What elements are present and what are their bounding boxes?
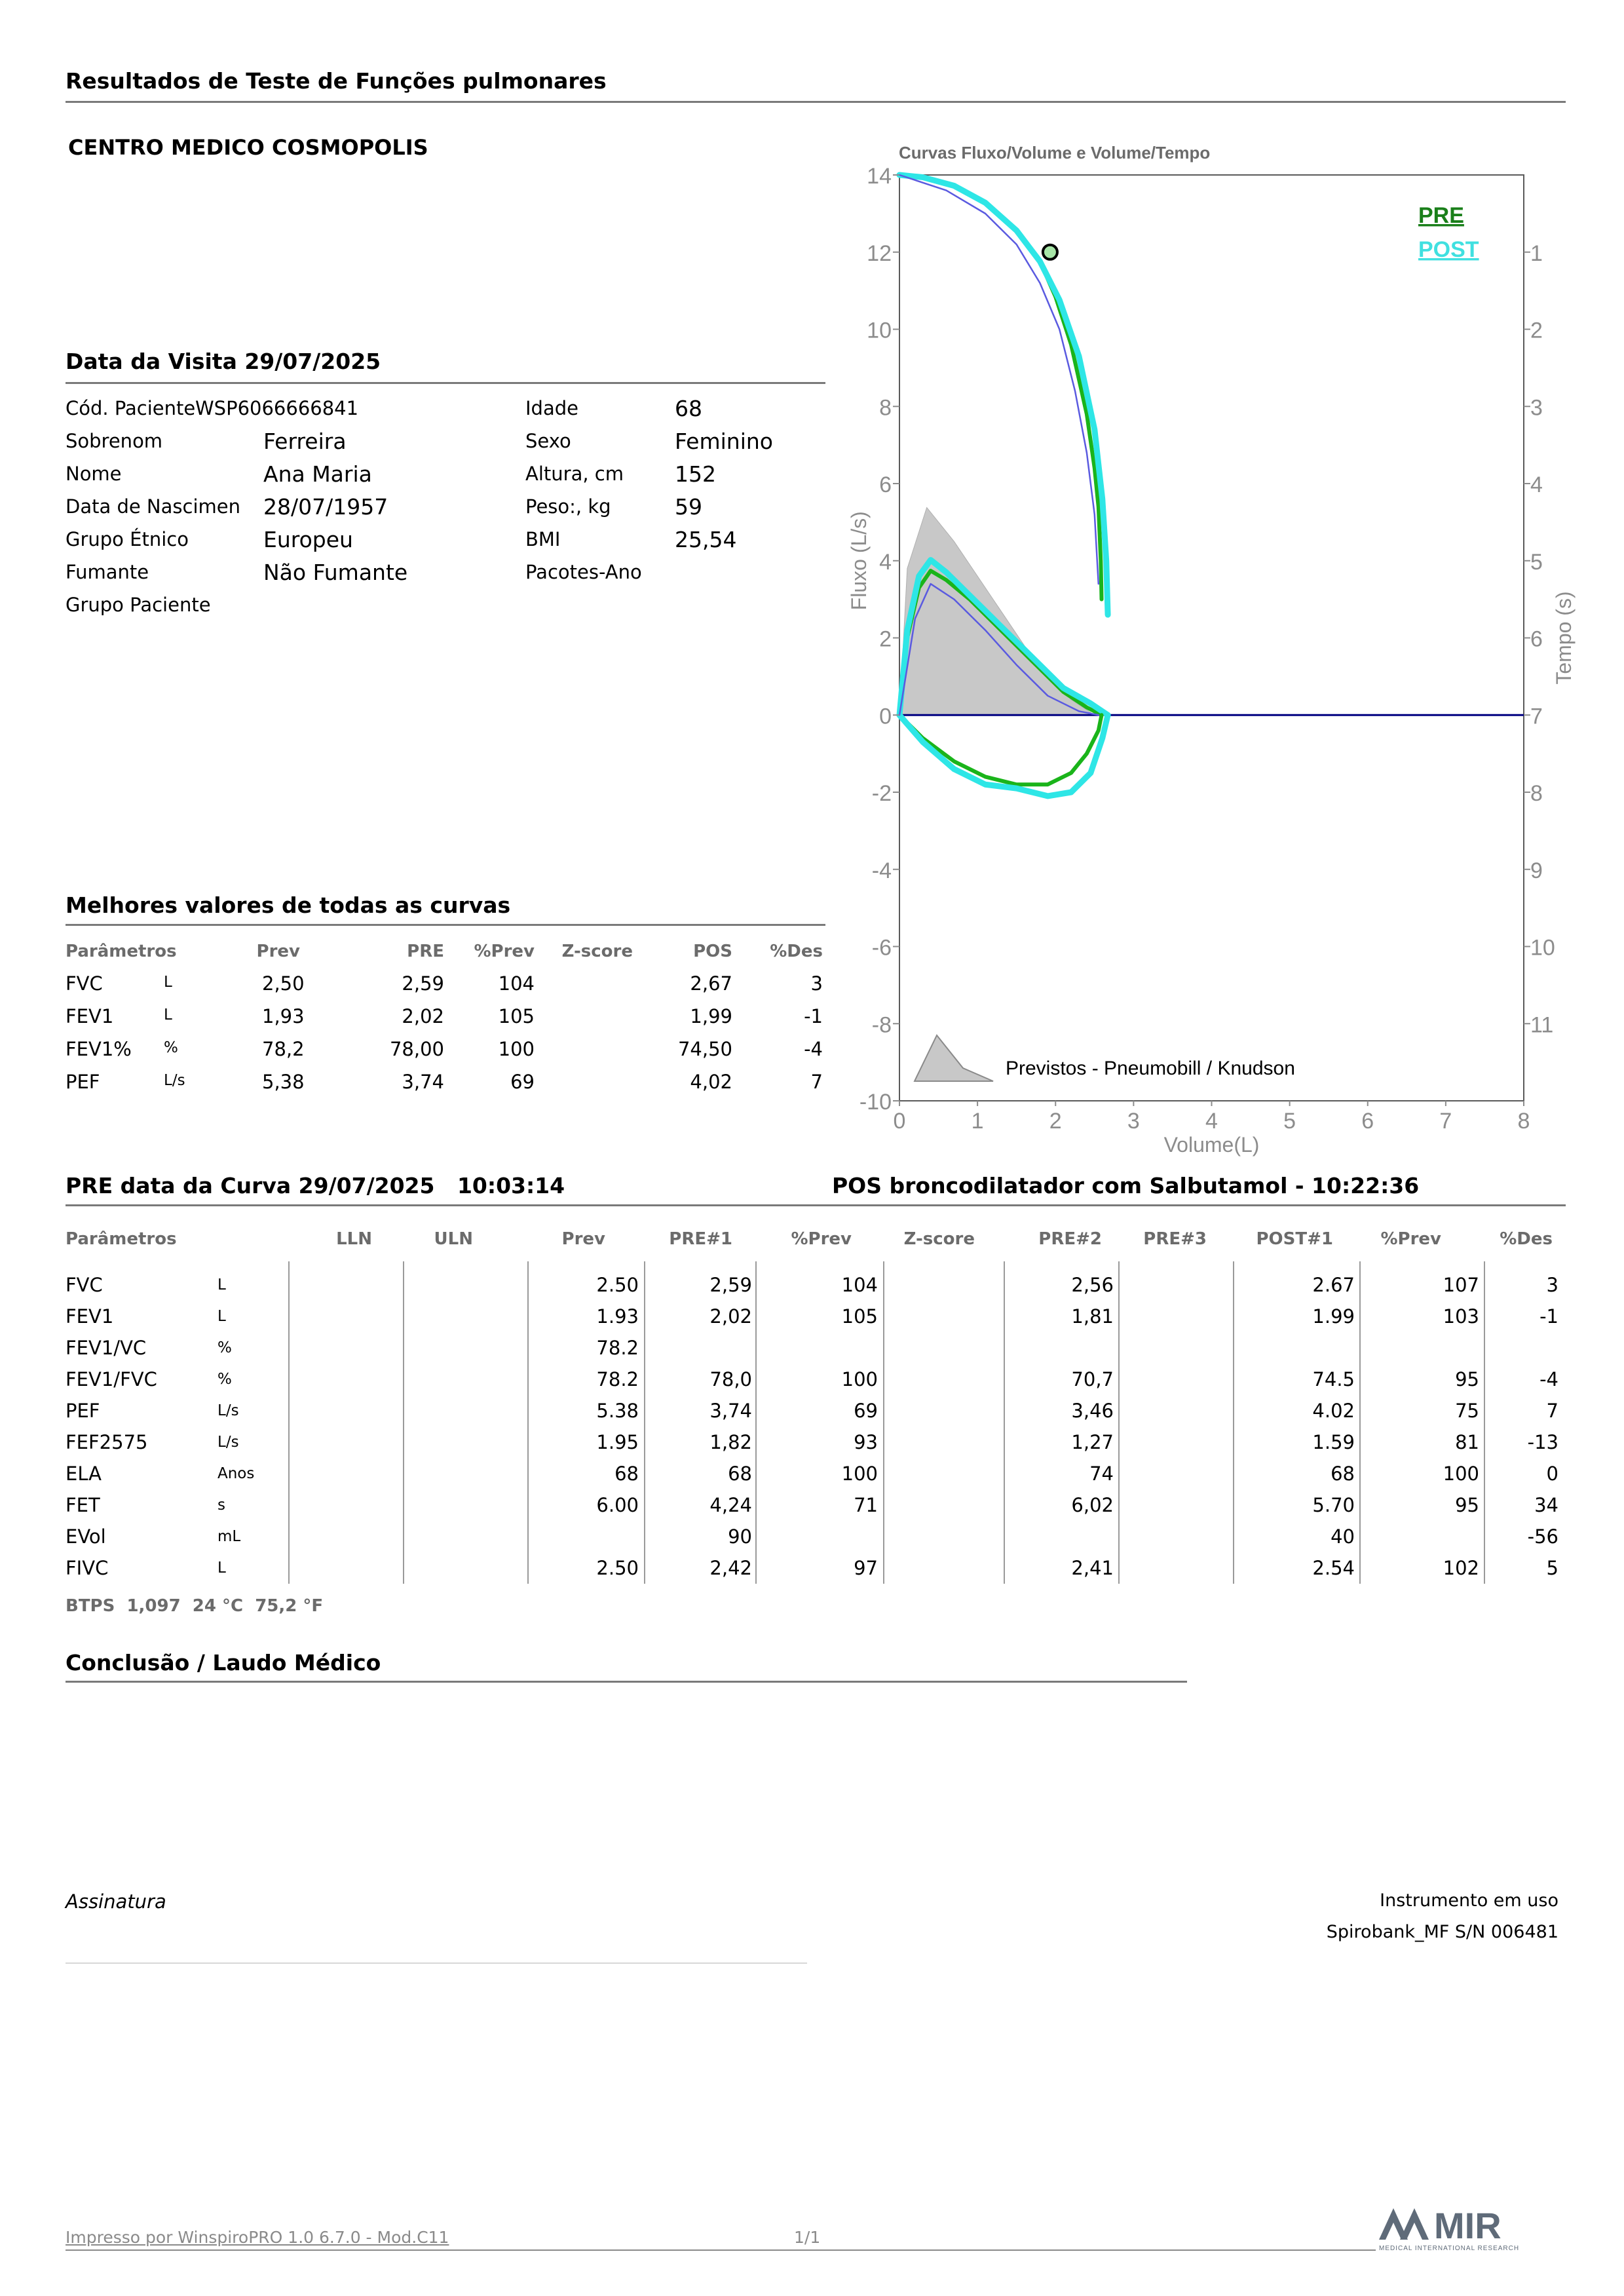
param-unit: L bbox=[217, 1276, 226, 1293]
percent-prev-value: 100 bbox=[841, 1368, 878, 1390]
column-header: %Des bbox=[770, 942, 823, 961]
y2-tick-label: 6 bbox=[1530, 626, 1543, 652]
pos-value: 2,67 bbox=[690, 972, 732, 995]
pre-value: 2,02 bbox=[402, 1005, 444, 1027]
column-header: %Prev bbox=[791, 1229, 852, 1249]
param-name: FEF2575 bbox=[66, 1431, 148, 1453]
pre1-value: 2,02 bbox=[709, 1305, 752, 1328]
prev-value: 6.00 bbox=[596, 1494, 639, 1516]
prev-value: 1.95 bbox=[596, 1431, 639, 1453]
column-header: %Prev bbox=[1380, 1229, 1441, 1249]
param-name: FEV1% bbox=[66, 1038, 132, 1060]
post-percent-prev-value: 95 bbox=[1455, 1368, 1479, 1390]
percent-des-value: 7 bbox=[1546, 1400, 1558, 1422]
post1-value: 5.70 bbox=[1312, 1494, 1355, 1516]
x-tick-label: 3 bbox=[1127, 1109, 1140, 1134]
y-tick-label: -6 bbox=[871, 935, 892, 961]
pre-curve-heading: PRE data da Curva 29/07/2025 10:03:14 bbox=[66, 1173, 565, 1198]
best-values-heading: Melhores valores de todas as curvas bbox=[66, 892, 511, 918]
field-label: Altura, cm bbox=[525, 463, 624, 485]
param-unit: % bbox=[217, 1371, 232, 1388]
signature-line bbox=[66, 1962, 807, 1964]
chart-title: Curvas Fluxo/Volume e Volume/Tempo bbox=[899, 143, 1211, 163]
post-percent-prev-value: 102 bbox=[1443, 1557, 1479, 1579]
pre-value: 2,59 bbox=[402, 972, 444, 995]
brand-tagline: MEDICAL INTERNATIONAL RESEARCH bbox=[1379, 2245, 1520, 2252]
header-divider bbox=[66, 101, 1566, 103]
pos-value: 1,99 bbox=[690, 1005, 732, 1027]
field-value: 25,54 bbox=[675, 527, 737, 552]
column-header: PRE#3 bbox=[1143, 1229, 1207, 1249]
y2-tick-label: 2 bbox=[1530, 318, 1543, 343]
param-unit: mL bbox=[217, 1528, 241, 1545]
param-unit: L bbox=[217, 1559, 226, 1577]
column-separator bbox=[1484, 1261, 1485, 1584]
percent-prev-value: 105 bbox=[841, 1305, 878, 1328]
pre2-value: 2,41 bbox=[1071, 1557, 1114, 1579]
pre1-value: 1,82 bbox=[709, 1431, 752, 1453]
pre1-value: 4,24 bbox=[709, 1494, 752, 1516]
pre2-value: 1,27 bbox=[1071, 1431, 1114, 1453]
post-percent-prev-value: 100 bbox=[1443, 1463, 1479, 1485]
param-unit: L bbox=[164, 974, 172, 991]
field-label: Grupo Paciente bbox=[66, 594, 211, 616]
mir-logo bbox=[1379, 2202, 1562, 2254]
param-unit: Anos bbox=[217, 1465, 255, 1482]
legend-entry: POST bbox=[1418, 237, 1479, 262]
pre1-value: 3,74 bbox=[709, 1400, 752, 1422]
param-unit: L bbox=[217, 1308, 226, 1325]
post-percent-prev-value: 81 bbox=[1455, 1431, 1479, 1453]
post1-value: 1.99 bbox=[1312, 1305, 1355, 1328]
post-curve-heading: POS broncodilatador com Salbutamol - 10:22:36 bbox=[832, 1173, 1420, 1198]
percent-des-value: 34 bbox=[1534, 1494, 1558, 1516]
field-value: Feminino bbox=[675, 429, 773, 454]
column-header: %Prev bbox=[474, 942, 535, 961]
y-tick-label: 14 bbox=[867, 164, 892, 189]
y2-tick-label: 7 bbox=[1530, 704, 1543, 729]
percent-prev-value: 93 bbox=[854, 1431, 878, 1453]
column-header: PRE#1 bbox=[669, 1229, 732, 1249]
field-value: 28/07/1957 bbox=[263, 494, 388, 520]
x-tick-label: 5 bbox=[1283, 1109, 1296, 1134]
visit-heading: Data da Visita 29/07/2025 bbox=[66, 349, 381, 374]
y-tick-label: -10 bbox=[859, 1090, 892, 1115]
y2-tick-label: 11 bbox=[1530, 1012, 1554, 1038]
field-label: Sobrenom bbox=[66, 430, 163, 452]
column-separator bbox=[644, 1261, 645, 1584]
prev-value: 68 bbox=[614, 1463, 639, 1485]
column-header: Prev bbox=[561, 1229, 605, 1249]
pre1-value: 90 bbox=[728, 1525, 752, 1548]
column-header: ULN bbox=[434, 1229, 473, 1249]
percent-des-value: 5 bbox=[1546, 1557, 1558, 1579]
field-value: 59 bbox=[675, 494, 702, 520]
x-tick-label: 0 bbox=[893, 1109, 906, 1134]
flow-volume-chart bbox=[845, 131, 1579, 1179]
curve-divider bbox=[66, 1204, 1566, 1206]
field-label: BMI bbox=[525, 528, 561, 550]
column-separator bbox=[755, 1261, 757, 1584]
percent-des-value: -13 bbox=[1527, 1431, 1558, 1453]
post-percent-prev-value: 107 bbox=[1443, 1274, 1479, 1296]
percent-des-value: 7 bbox=[810, 1071, 823, 1093]
x-tick-label: 4 bbox=[1205, 1109, 1218, 1134]
post1-value: 68 bbox=[1331, 1463, 1355, 1485]
percent-prev-value: 100 bbox=[498, 1038, 535, 1060]
predicted-legend-label: Previstos - Pneumobill / Knudson bbox=[1006, 1058, 1295, 1079]
pre2-value: 2,56 bbox=[1071, 1274, 1114, 1296]
param-unit: L/s bbox=[217, 1434, 239, 1451]
y2-tick-label: 10 bbox=[1530, 935, 1555, 961]
column-separator bbox=[1233, 1261, 1234, 1584]
instrument-label: Instrumento em uso bbox=[1380, 1890, 1558, 1911]
percent-des-value: -56 bbox=[1527, 1525, 1558, 1548]
y2-tick-label: 1 bbox=[1530, 240, 1543, 266]
percent-des-value: -1 bbox=[1539, 1305, 1558, 1328]
predicted-legend-icon bbox=[915, 1035, 993, 1081]
percent-des-value: 0 bbox=[1546, 1463, 1558, 1485]
field-value: Não Fumante bbox=[263, 560, 408, 585]
param-name: FVC bbox=[66, 972, 103, 995]
param-name: FIVC bbox=[66, 1557, 109, 1579]
pre2-value: 1,81 bbox=[1071, 1305, 1114, 1328]
brand-name: MIR bbox=[1434, 2205, 1501, 2246]
percent-prev-value: 69 bbox=[854, 1400, 878, 1422]
post1-value: 2.67 bbox=[1312, 1274, 1355, 1296]
field-value: Ana Maria bbox=[263, 461, 372, 487]
patient-code-label: Cód. Paciente bbox=[66, 397, 196, 419]
column-header: Parâmetros bbox=[66, 942, 177, 961]
y-tick-label: -4 bbox=[871, 858, 892, 883]
post-flow-volume-curve bbox=[899, 715, 1108, 796]
pre1-value: 68 bbox=[728, 1463, 752, 1485]
param-name: FVC bbox=[66, 1274, 103, 1296]
x-axis-label: Volume(L) bbox=[1163, 1133, 1260, 1157]
best-values-divider bbox=[66, 924, 825, 926]
field-value: 152 bbox=[675, 461, 716, 487]
x-tick-label: 1 bbox=[971, 1109, 984, 1134]
pre2-value: 6,02 bbox=[1071, 1494, 1114, 1516]
clinic-name: CENTRO MEDICO COSMOPOLIS bbox=[68, 135, 428, 160]
fev1-marker bbox=[1043, 245, 1057, 259]
pre2-value: 70,7 bbox=[1071, 1368, 1114, 1390]
btps-readout: BTPS 1,097 24 °C 75,2 °F bbox=[66, 1596, 324, 1616]
mir-logo-icon bbox=[1379, 2202, 1562, 2254]
post1-value: 40 bbox=[1331, 1525, 1355, 1548]
prev-value: 1,93 bbox=[262, 1005, 305, 1027]
post1-value: 4.02 bbox=[1312, 1400, 1355, 1422]
pre1-value: 2,42 bbox=[709, 1557, 752, 1579]
column-header: PRE#2 bbox=[1038, 1229, 1102, 1249]
percent-prev-value: 100 bbox=[841, 1463, 878, 1485]
param-name: ELA bbox=[66, 1463, 102, 1485]
pos-value: 4,02 bbox=[690, 1071, 732, 1093]
pre2-value: 74 bbox=[1089, 1463, 1114, 1485]
column-header: Z-score bbox=[903, 1229, 975, 1249]
field-label: Peso:, kg bbox=[525, 495, 611, 518]
y-tick-label: 4 bbox=[879, 549, 892, 575]
field-label: Data de Nascimen bbox=[66, 495, 240, 518]
signature-label: Assinatura bbox=[66, 1890, 166, 1913]
y2-tick-label: 9 bbox=[1530, 858, 1543, 883]
prev-value: 1.93 bbox=[596, 1305, 639, 1328]
prev-value: 78,2 bbox=[262, 1038, 305, 1060]
x-tick-label: 8 bbox=[1517, 1109, 1530, 1134]
predicted-area bbox=[899, 508, 1095, 716]
column-separator bbox=[403, 1261, 404, 1584]
field-label: Idade bbox=[525, 397, 578, 419]
x-tick-label: 2 bbox=[1049, 1109, 1062, 1134]
percent-des-value: -4 bbox=[1539, 1368, 1558, 1390]
param-unit: % bbox=[217, 1339, 232, 1356]
legend-entry: PRE bbox=[1418, 203, 1464, 228]
param-unit: s bbox=[217, 1497, 225, 1514]
pos-value: 74,50 bbox=[677, 1038, 732, 1060]
column-separator bbox=[1118, 1261, 1120, 1584]
post-percent-prev-value: 95 bbox=[1455, 1494, 1479, 1516]
column-header: Parâmetros bbox=[66, 1229, 177, 1249]
field-value: 68 bbox=[675, 396, 702, 421]
pre2-value: 3,46 bbox=[1071, 1400, 1114, 1422]
field-label: Sexo bbox=[525, 430, 571, 452]
footer-divider bbox=[66, 2249, 1376, 2251]
percent-prev-value: 71 bbox=[854, 1494, 878, 1516]
y2-tick-label: 5 bbox=[1530, 549, 1543, 575]
field-label: Grupo Étnico bbox=[66, 528, 189, 550]
prev-value: 78.2 bbox=[596, 1368, 639, 1390]
y-axis-label: Fluxo (L/s) bbox=[847, 511, 871, 611]
prev-value: 5.38 bbox=[596, 1400, 639, 1422]
y2-tick-label: 4 bbox=[1530, 472, 1543, 497]
column-header: %Des bbox=[1500, 1229, 1553, 1249]
param-name: FET bbox=[66, 1494, 100, 1516]
column-separator bbox=[527, 1261, 529, 1584]
post-percent-prev-value: 75 bbox=[1455, 1400, 1479, 1422]
column-separator bbox=[883, 1261, 884, 1584]
pre-value: 78,00 bbox=[389, 1038, 444, 1060]
param-unit: % bbox=[164, 1039, 178, 1056]
field-label: Nome bbox=[66, 463, 122, 485]
y-tick-label: 6 bbox=[879, 472, 892, 497]
x-tick-label: 6 bbox=[1361, 1109, 1374, 1134]
percent-prev-value: 104 bbox=[841, 1274, 878, 1296]
param-name: FEV1/FVC bbox=[66, 1368, 157, 1390]
param-name: FEV1/VC bbox=[66, 1337, 147, 1359]
prev-value: 2,50 bbox=[262, 972, 305, 995]
param-name: PEF bbox=[66, 1400, 100, 1422]
pre1-value: 78,0 bbox=[709, 1368, 752, 1390]
percent-des-value: -1 bbox=[804, 1005, 823, 1027]
percent-des-value: 3 bbox=[1546, 1274, 1558, 1296]
y2-axis-label: Tempo (s) bbox=[1552, 591, 1576, 685]
y-tick-label: 2 bbox=[879, 626, 892, 652]
field-value: Europeu bbox=[263, 527, 353, 552]
x-tick-label: 7 bbox=[1439, 1109, 1452, 1134]
y2-tick-label: 8 bbox=[1530, 781, 1543, 806]
column-header: Z-score bbox=[561, 942, 633, 961]
prev-value: 78.2 bbox=[596, 1337, 639, 1359]
column-header: Prev bbox=[256, 942, 300, 961]
param-unit: L/s bbox=[164, 1072, 185, 1089]
column-separator bbox=[288, 1261, 290, 1584]
percent-prev-value: 104 bbox=[498, 972, 535, 995]
prev-value: 2.50 bbox=[596, 1274, 639, 1296]
y-tick-label: -8 bbox=[871, 1012, 892, 1038]
pre1-value: 2,59 bbox=[709, 1274, 752, 1296]
post1-value: 74.5 bbox=[1312, 1368, 1355, 1390]
y-tick-label: 8 bbox=[879, 395, 892, 421]
footer-page-number: 1/1 bbox=[794, 2228, 821, 2247]
post-percent-prev-value: 103 bbox=[1443, 1305, 1479, 1328]
column-separator bbox=[1359, 1261, 1361, 1584]
column-header: LLN bbox=[336, 1229, 372, 1249]
y2-tick-label: 3 bbox=[1530, 395, 1543, 421]
y-tick-label: 12 bbox=[867, 240, 892, 266]
y-tick-label: 10 bbox=[867, 318, 892, 343]
percent-prev-value: 69 bbox=[510, 1071, 535, 1093]
prev-value: 2.50 bbox=[596, 1557, 639, 1579]
percent-prev-value: 97 bbox=[854, 1557, 878, 1579]
percent-des-value: 3 bbox=[810, 972, 823, 995]
column-separator bbox=[1004, 1261, 1005, 1584]
patient-code-value: WSP6066666841 bbox=[195, 397, 359, 419]
param-name: FEV1 bbox=[66, 1305, 114, 1328]
y-tick-label: 0 bbox=[879, 704, 892, 729]
percent-prev-value: 105 bbox=[498, 1005, 535, 1027]
field-label: Fumante bbox=[66, 561, 149, 583]
prev-value: 5,38 bbox=[262, 1071, 305, 1093]
post1-value: 2.54 bbox=[1312, 1557, 1355, 1579]
param-name: PEF bbox=[66, 1071, 100, 1093]
y-tick-label: -2 bbox=[871, 781, 892, 806]
conclusion-divider bbox=[66, 1681, 1187, 1683]
param-unit: L/s bbox=[217, 1402, 239, 1419]
report-title: Resultados de Teste de Funções pulmonares bbox=[66, 68, 607, 94]
field-label: Pacotes-Ano bbox=[525, 561, 642, 583]
footer-printed-by: Impresso por WinspiroPRO 1.0 6.7.0 - Mod.C11 bbox=[66, 2228, 449, 2247]
param-name: EVol bbox=[66, 1525, 106, 1548]
column-header: POS bbox=[693, 942, 732, 961]
field-value: Ferreira bbox=[263, 429, 347, 454]
post1-value: 1.59 bbox=[1312, 1431, 1355, 1453]
column-header: PRE bbox=[407, 942, 444, 961]
percent-des-value: -4 bbox=[804, 1038, 823, 1060]
param-unit: L bbox=[164, 1006, 172, 1024]
visit-divider bbox=[66, 382, 825, 384]
column-header: POST#1 bbox=[1256, 1229, 1333, 1249]
param-name: FEV1 bbox=[66, 1005, 114, 1027]
pre-value: 3,74 bbox=[402, 1071, 444, 1093]
instrument-value: Spirobank_MF S/N 006481 bbox=[1326, 1922, 1558, 1942]
conclusion-heading: Conclusão / Laudo Médico bbox=[66, 1650, 381, 1675]
